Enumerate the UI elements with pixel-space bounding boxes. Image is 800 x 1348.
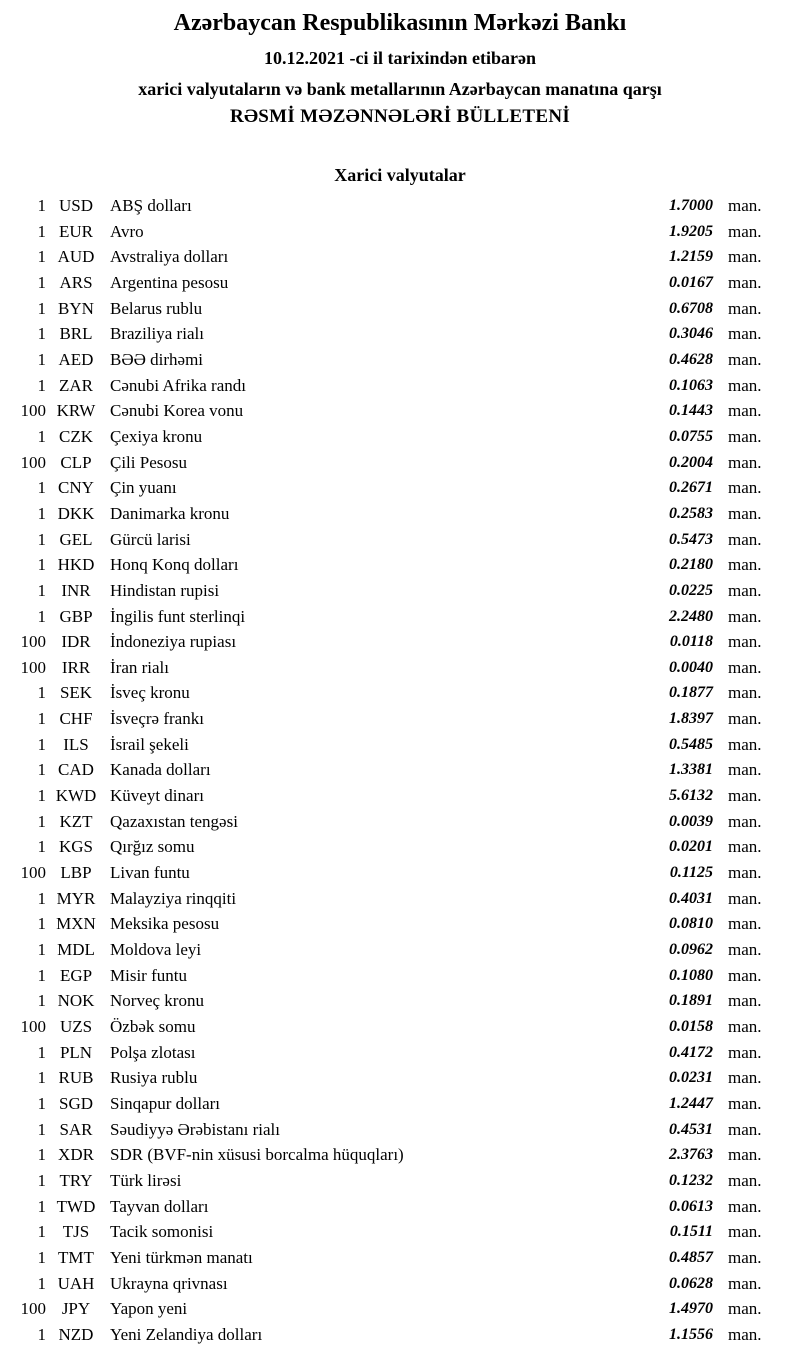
exchange-rate-value: 0.4628	[669, 350, 713, 368]
nominal-quantity: 1	[37, 786, 46, 806]
currency-name: Argentina pesosu	[110, 272, 229, 292]
currency-name: İngilis funt sterlinqi	[110, 606, 246, 626]
currency-code: GEL	[59, 529, 93, 549]
currency-code: SGD	[58, 1093, 93, 1113]
currency-name: Çili Pesosu	[110, 452, 187, 472]
table-row	[0, 1065, 800, 1091]
currency-unit-label: man.	[728, 632, 762, 652]
currency-name: Özbək somu	[110, 1017, 196, 1036]
exchange-rate-value: 1.9205	[669, 222, 713, 240]
currency-unit-label: man.	[728, 837, 762, 857]
currency-name: SDR (BVF-nin xüsusi borcalma hüquqları)	[110, 1145, 404, 1165]
table-row	[0, 1168, 800, 1194]
currency-code: UAH	[57, 1273, 95, 1293]
rates-table	[0, 193, 800, 1348]
nominal-quantity: 1	[37, 1145, 46, 1165]
currency-code: AUD	[57, 247, 95, 267]
currency-code: CNY	[58, 478, 94, 498]
table-row	[0, 963, 800, 989]
currency-name: Çexiya kronu	[110, 426, 203, 446]
nominal-quantity: 1	[37, 196, 46, 215]
exchange-rate-value: 0.0628	[669, 1274, 713, 1292]
currency-name: Honq Konq dolları	[110, 555, 239, 575]
table-row	[0, 1040, 800, 1066]
exchange-rate-value: 0.1125	[669, 864, 713, 882]
currency-code: EGP	[59, 965, 93, 985]
table-row	[0, 1194, 800, 1220]
currency-unit-label: man.	[728, 1068, 762, 1088]
currency-name: Belarus rublu	[110, 298, 203, 318]
currency-name: Livan funtu	[110, 863, 190, 883]
currency-code: BYN	[58, 298, 94, 318]
table-row	[0, 1245, 800, 1271]
currency-unit-label: man.	[728, 760, 762, 780]
table-row	[0, 373, 800, 399]
currency-code: HKD	[57, 555, 95, 575]
exchange-rate-value: 0.1891	[669, 992, 713, 1010]
nominal-quantity: 1	[37, 1068, 46, 1088]
currency-unit-label: man.	[728, 452, 762, 472]
exchange-rate-value: 1.2447	[669, 1094, 713, 1112]
exchange-rate-value: 0.0613	[669, 1197, 713, 1215]
nominal-quantity: 1	[37, 1119, 46, 1139]
table-row	[0, 860, 800, 886]
currency-code: TMT	[58, 1247, 94, 1267]
currency-unit-label: man.	[728, 555, 762, 575]
table-row	[0, 1091, 800, 1117]
currency-code: NOK	[57, 991, 95, 1011]
currency-code: TJS	[62, 1222, 90, 1242]
currency-code: PLN	[59, 1042, 93, 1062]
currency-unit-label: man.	[728, 478, 762, 498]
exchange-rate-value: 1.8397	[669, 710, 713, 728]
table-row	[0, 732, 800, 758]
table-row	[0, 552, 800, 578]
currency-code: CLP	[60, 452, 92, 472]
currency-code: USD	[58, 196, 93, 215]
table-row	[0, 398, 800, 424]
currency-code: CHF	[59, 709, 93, 729]
section-title-foreign-currencies: Xarici valyutalar	[334, 165, 466, 185]
currency-unit-label: man.	[728, 401, 762, 421]
currency-code: LBP	[60, 863, 92, 883]
currency-name: Sinqapur dolları	[110, 1093, 221, 1113]
nominal-quantity: 1	[37, 940, 46, 960]
currency-name: Tayvan dolları	[110, 1196, 209, 1216]
exchange-rate-value: 0.2180	[669, 556, 713, 574]
currency-unit-label: man.	[728, 375, 762, 395]
exchange-rate-value: 0.0167	[669, 273, 713, 291]
exchange-rate-value: 0.0039	[669, 812, 713, 830]
exchange-rate-value: 0.2671	[669, 479, 713, 497]
exchange-rate-value: 0.1877	[669, 684, 713, 702]
table-row	[0, 834, 800, 860]
currency-name: İndoneziya rupiası	[110, 632, 237, 652]
currency-unit-label: man.	[728, 1247, 762, 1267]
currency-unit-label: man.	[728, 272, 762, 292]
currency-code: KGS	[58, 837, 93, 857]
nominal-quantity: 1	[37, 324, 46, 344]
currency-name: İsveçrə frankı	[110, 709, 204, 729]
table-row	[0, 527, 800, 553]
currency-name: Küveyt dinarı	[110, 786, 204, 806]
currency-code: GBP	[59, 606, 93, 626]
exchange-rate-value: 0.0231	[669, 1069, 713, 1087]
currency-code: MDL	[57, 940, 95, 960]
currency-code: IDR	[61, 632, 91, 652]
currency-unit-label: man.	[728, 247, 762, 267]
exchange-rate-value: 0.1080	[669, 966, 713, 984]
currency-unit-label: man.	[728, 1196, 762, 1216]
currency-name: Yeni Zelandiya dolları	[110, 1324, 263, 1344]
table-row	[0, 629, 800, 655]
currency-name: Hindistan rupisi	[110, 580, 220, 600]
currency-name: Avstraliya dolları	[110, 247, 229, 267]
currency-unit-label: man.	[728, 1093, 762, 1113]
currency-unit-label: man.	[728, 1222, 762, 1242]
currency-name: Qırğız somu	[110, 837, 195, 857]
exchange-rate-value: 0.1232	[669, 1171, 713, 1189]
nominal-quantity: 1	[37, 991, 46, 1011]
table-row	[0, 1014, 800, 1040]
currency-code: ARS	[59, 272, 93, 292]
currency-unit-label: man.	[728, 1273, 762, 1293]
currency-code: ILS	[63, 734, 89, 754]
nominal-quantity: 1	[37, 1042, 46, 1062]
currency-unit-label: man.	[728, 606, 762, 626]
nominal-quantity: 1	[37, 709, 46, 729]
nominal-quantity: 1	[37, 298, 46, 318]
currency-name: Cənubi Korea vonu	[110, 401, 244, 421]
currency-code: NZD	[58, 1324, 94, 1344]
currency-unit-label: man.	[728, 1145, 762, 1165]
nominal-quantity: 1	[37, 811, 46, 831]
table-row	[0, 1142, 800, 1168]
nominal-quantity: 1	[37, 888, 46, 908]
nominal-quantity: 1	[37, 272, 46, 292]
currency-name: Polşa zlotası	[110, 1042, 196, 1062]
exchange-rate-value: 0.2004	[669, 453, 713, 471]
exchange-rate-value: 0.0755	[669, 427, 713, 445]
nominal-quantity: 1	[37, 247, 46, 267]
currency-unit-label: man.	[728, 1299, 762, 1319]
exchange-rate-value: 1.7000	[669, 197, 713, 214]
currency-unit-label: man.	[728, 940, 762, 960]
exchange-rate-value: 1.2159	[669, 248, 713, 266]
currency-unit-label: man.	[728, 786, 762, 806]
exchange-rate-value: 0.4172	[669, 1043, 713, 1061]
bulletin-subtitle: xarici valyutaların və bank metallarının Azərbaycan manatına qarşı	[138, 79, 662, 99]
table-row	[0, 1271, 800, 1297]
currency-unit-label: man.	[728, 324, 762, 344]
nominal-quantity: 1	[37, 1196, 46, 1216]
table-row	[0, 321, 800, 347]
currency-unit-label: man.	[728, 888, 762, 908]
table-row	[0, 706, 800, 732]
table-row	[0, 270, 800, 296]
exchange-rate-value: 1.3381	[669, 761, 713, 779]
nominal-quantity: 100	[20, 863, 46, 883]
nominal-quantity: 1	[37, 1170, 46, 1190]
table-row	[0, 244, 800, 270]
currency-unit-label: man.	[728, 349, 762, 369]
exchange-rate-value: 0.4531	[669, 1120, 713, 1138]
nominal-quantity: 1	[37, 478, 46, 498]
exchange-rate-value: 0.2583	[669, 504, 713, 522]
nominal-quantity: 1	[37, 1247, 46, 1267]
currency-name: İran rialı	[110, 657, 169, 677]
currency-name: Misir funtu	[110, 965, 187, 985]
table-row	[0, 783, 800, 809]
currency-code: UZS	[59, 1017, 93, 1036]
exchange-rate-value: 1.1556	[669, 1325, 713, 1343]
nominal-quantity: 1	[37, 914, 46, 934]
effective-date-line: 10.12.2021 -ci il tarixindən etibarən	[264, 48, 536, 68]
currency-name: Gürcü larisi	[110, 529, 191, 549]
nominal-quantity: 1	[37, 426, 46, 446]
currency-name: Yapon yeni	[110, 1299, 188, 1319]
currency-unit-label: man.	[728, 811, 762, 831]
currency-unit-label: man.	[728, 580, 762, 600]
currency-code: AED	[58, 349, 94, 369]
currency-name: Danimarka kronu	[110, 503, 230, 523]
table-row	[0, 1322, 800, 1348]
table-row	[0, 193, 800, 219]
currency-unit-label: man.	[728, 965, 762, 985]
nominal-quantity: 100	[20, 401, 46, 421]
nominal-quantity: 100	[20, 632, 46, 652]
nominal-quantity: 1	[37, 529, 46, 549]
table-row	[0, 757, 800, 783]
currency-unit-label: man.	[728, 1119, 762, 1139]
table-row	[0, 501, 800, 527]
currency-unit-label: man.	[728, 1324, 762, 1344]
currency-unit-label: man.	[728, 221, 762, 241]
exchange-rate-value: 0.0040	[669, 658, 713, 676]
currency-code: SAR	[59, 1119, 93, 1139]
table-row	[0, 655, 800, 681]
nominal-quantity: 1	[37, 349, 46, 369]
currency-code: DKK	[57, 503, 95, 523]
currency-name: Malayziya rinqqiti	[110, 888, 237, 908]
currency-unit-label: man.	[728, 863, 762, 883]
currency-name: Ukrayna qrivnası	[110, 1273, 228, 1293]
currency-unit-label: man.	[728, 991, 762, 1011]
currency-name: Yeni türkmən manatı	[110, 1247, 253, 1267]
nominal-quantity: 1	[37, 734, 46, 754]
nominal-quantity: 1	[37, 837, 46, 857]
nominal-quantity: 1	[37, 503, 46, 523]
table-row	[0, 1219, 800, 1245]
currency-name: Çin yuanı	[110, 478, 177, 498]
page-title: Azərbaycan Respublikasının Mərkəzi Bankı	[173, 10, 627, 36]
currency-code: IRR	[61, 657, 91, 677]
table-row	[0, 911, 800, 937]
currency-name: Rusiya rublu	[110, 1068, 198, 1088]
currency-code: RUB	[58, 1068, 94, 1088]
currency-unit-label: man.	[728, 298, 762, 318]
nominal-quantity: 1	[37, 606, 46, 626]
bulletin-name: RƏSMİ MƏZƏNNƏLƏRİ BÜLLETENİ	[229, 106, 571, 127]
exchange-rate-value: 0.1511	[669, 1223, 713, 1241]
currency-unit-label: man.	[728, 1170, 762, 1190]
currency-unit-label: man.	[728, 914, 762, 934]
currency-name: Səudiyyə Ərəbistanı rialı	[110, 1119, 280, 1139]
currency-code: CAD	[58, 760, 94, 780]
currency-unit-label: man.	[728, 529, 762, 549]
currency-name: Meksika pesosu	[110, 914, 220, 934]
table-row	[0, 219, 800, 245]
exchange-rate-value: 0.3046	[669, 325, 713, 343]
table-row	[0, 1117, 800, 1143]
currency-code: XDR	[58, 1145, 94, 1165]
currency-code: EUR	[59, 221, 93, 241]
nominal-quantity: 1	[37, 555, 46, 575]
exchange-rate-value: 0.0962	[669, 941, 713, 959]
exchange-rate-value: 0.1443	[669, 402, 713, 420]
currency-unit-label: man.	[728, 503, 762, 523]
currency-name: Kanada dolları	[110, 760, 211, 780]
nominal-quantity: 100	[20, 452, 46, 472]
exchange-rate-value: 0.6708	[669, 299, 713, 317]
nominal-quantity: 1	[37, 375, 46, 395]
currency-unit-label: man.	[728, 683, 762, 703]
nominal-quantity: 1	[37, 580, 46, 600]
table-row	[0, 680, 800, 706]
table-row	[0, 347, 800, 373]
currency-code: KZT	[59, 811, 93, 831]
exchange-rate-value: 2.2480	[669, 607, 713, 625]
nominal-quantity: 1	[37, 760, 46, 780]
currency-unit-label: man.	[728, 426, 762, 446]
table-row	[0, 604, 800, 630]
nominal-quantity: 1	[37, 1222, 46, 1242]
currency-code: KWD	[55, 786, 97, 806]
currency-name: ABŞ dolları	[110, 196, 192, 215]
nominal-quantity: 100	[20, 1299, 46, 1319]
exchange-rate-value: 0.4031	[669, 889, 713, 907]
table-row	[0, 988, 800, 1014]
currency-unit-label: man.	[728, 196, 762, 215]
bulletin-header	[0, 0, 800, 127]
currency-name: BƏƏ dirhəmi	[110, 349, 204, 369]
table-row	[0, 578, 800, 604]
nominal-quantity: 1	[37, 221, 46, 241]
currency-code: JPY	[61, 1299, 91, 1319]
nominal-quantity: 1	[37, 683, 46, 703]
currency-name: Norveç kronu	[110, 991, 204, 1011]
currency-code: CZK	[59, 426, 93, 446]
nominal-quantity: 100	[20, 1017, 46, 1036]
currency-unit-label: man.	[728, 734, 762, 754]
currency-name: Tacik somonisi	[110, 1222, 214, 1242]
nominal-quantity: 1	[37, 1273, 46, 1293]
currency-code: INR	[61, 580, 91, 600]
exchange-rate-value: 0.5485	[669, 735, 713, 753]
table-row	[0, 1296, 800, 1322]
table-row	[0, 886, 800, 912]
nominal-quantity: 1	[37, 1324, 46, 1344]
table-row	[0, 450, 800, 476]
table-row	[0, 296, 800, 322]
exchange-rate-value: 0.1063	[669, 376, 713, 394]
table-row	[0, 475, 800, 501]
table-row	[0, 424, 800, 450]
table-row	[0, 809, 800, 835]
currency-code: TWD	[56, 1196, 96, 1216]
currency-unit-label: man.	[728, 1017, 762, 1036]
exchange-rate-value: 5.6132	[669, 787, 713, 805]
exchange-rate-value: 0.0810	[669, 915, 713, 933]
currency-name: Qazaxıstan tengəsi	[110, 811, 238, 831]
currency-name: Türk lirəsi	[110, 1170, 182, 1190]
currency-unit-label: man.	[728, 657, 762, 677]
currency-name: Braziliya rialı	[110, 324, 204, 344]
currency-code: KRW	[56, 401, 96, 421]
currency-unit-label: man.	[728, 1042, 762, 1062]
exchange-rate-value: 0.0158	[669, 1018, 713, 1035]
nominal-quantity: 100	[20, 657, 46, 677]
currency-code: BRL	[59, 324, 93, 344]
nominal-quantity: 1	[37, 1093, 46, 1113]
currency-code: ZAR	[59, 375, 93, 395]
exchange-rate-value: 0.0118	[669, 633, 713, 651]
exchange-rate-value: 0.5473	[669, 530, 713, 548]
exchange-rate-value: 1.4970	[669, 1300, 713, 1318]
currency-name: Cənubi Afrika randı	[110, 375, 246, 395]
exchange-rate-value: 0.0225	[669, 581, 713, 599]
currency-code: MXN	[56, 914, 96, 934]
exchange-rate-value: 0.0201	[669, 838, 713, 856]
nominal-quantity: 1	[37, 965, 46, 985]
exchange-rate-value: 0.4857	[669, 1248, 713, 1266]
currency-name: Avro	[110, 221, 144, 241]
currency-name: İsrail şekeli	[110, 734, 189, 754]
exchange-rate-value: 2.3763	[669, 1146, 713, 1164]
currency-unit-label: man.	[728, 709, 762, 729]
currency-name: İsveç kronu	[110, 683, 190, 703]
currency-code: MYR	[56, 888, 96, 908]
currency-name: Moldova leyi	[110, 940, 202, 960]
currency-code: TRY	[59, 1170, 93, 1190]
currency-code: SEK	[59, 683, 93, 703]
table-row	[0, 937, 800, 963]
